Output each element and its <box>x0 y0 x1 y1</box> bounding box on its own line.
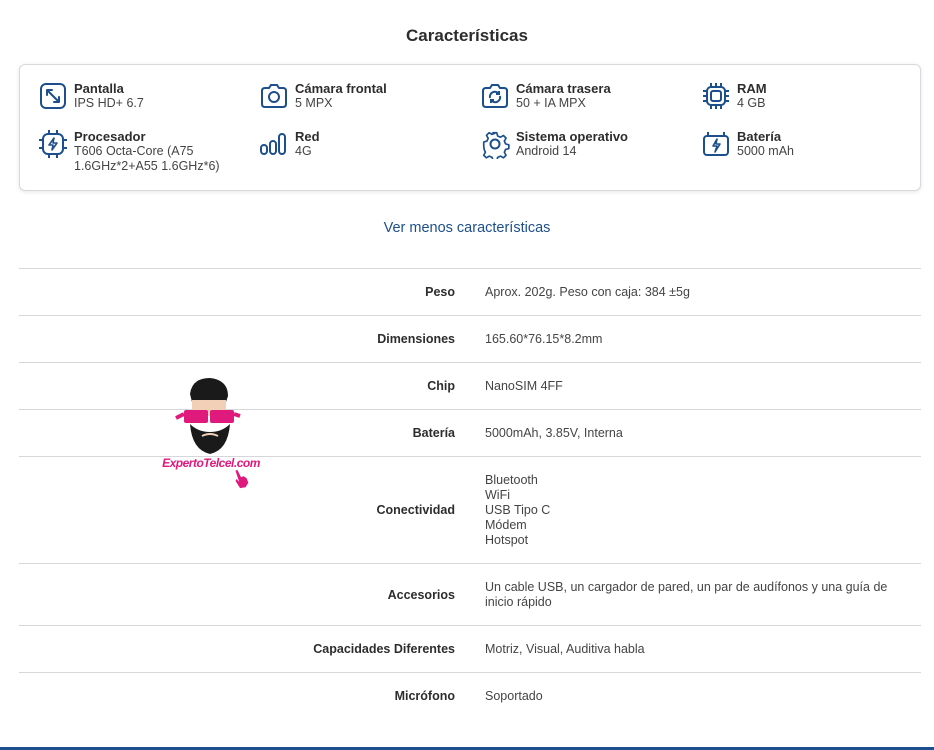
detail-key: Dimensiones <box>377 332 455 346</box>
detail-value: WiFi <box>485 487 510 502</box>
detail-value: Hotspot <box>485 532 529 547</box>
pointer-hand-icon <box>230 468 252 490</box>
detail-value: Bluetooth <box>485 472 538 487</box>
screen-expand-icon <box>38 81 68 111</box>
spec-value: Android 14 <box>516 144 577 158</box>
gear-icon <box>480 129 510 159</box>
spec-value: 5000 mAh <box>737 144 794 158</box>
see-less-link[interactable]: Ver menos características <box>383 220 551 236</box>
table-row <box>19 456 921 563</box>
battery-icon <box>701 129 731 159</box>
specs-card <box>19 64 921 191</box>
detail-key: Capacidades Diferentes <box>313 642 455 656</box>
processor-icon <box>38 129 68 159</box>
signal-bars-icon <box>259 129 289 159</box>
table-row <box>19 315 921 362</box>
detail-value: NanoSIM 4FF <box>485 378 563 393</box>
chip-icon <box>701 81 731 111</box>
table-row <box>19 409 921 456</box>
spec-value: IPS HD+ 6.7 <box>74 96 144 110</box>
detail-value: USB Tipo C <box>485 502 551 517</box>
section-title: Características <box>406 26 528 45</box>
spec-value: 4G <box>295 144 312 158</box>
detail-key: Batería <box>412 426 455 440</box>
spec-value: 5 MPX <box>295 96 333 110</box>
detail-value: 165.60*76.15*8.2mm <box>485 331 603 346</box>
spec-label: RAM <box>737 81 767 96</box>
spec-label: Batería <box>737 129 782 144</box>
detail-key: Conectividad <box>376 503 455 517</box>
detail-value: Motriz, Visual, Auditiva habla <box>485 641 645 656</box>
spec-value: 4 GB <box>737 96 766 110</box>
spec-value: T606 Octa-Core (A75 1.6GHz*2+A55 1.6GHz*6) <box>74 144 220 173</box>
detail-value: Soportado <box>485 688 543 703</box>
watermark-logo <box>162 376 260 490</box>
detail-value: Un cable USB, un cargador de pared, un par de audífonos y una guía de inicio rápido <box>485 579 888 609</box>
spec-label: Procesador <box>74 129 146 144</box>
table-row <box>19 625 921 672</box>
spec-label: Cámara trasera <box>516 81 611 96</box>
spec-label: Cámara frontal <box>295 81 387 96</box>
table-row <box>19 362 921 409</box>
detail-key: Micrófono <box>394 689 455 703</box>
detail-key: Peso <box>425 285 455 299</box>
camera-rotate-icon <box>480 81 510 111</box>
detail-value: Módem <box>485 517 527 532</box>
spec-value: 50 + IA MPX <box>516 96 586 110</box>
table-row <box>19 268 921 315</box>
detail-value: 5000mAh, 3.85V, Interna <box>485 425 623 440</box>
detail-value: Aprox. 202g. Peso con caja: 384 ±5g <box>485 284 690 299</box>
details-table <box>19 268 921 719</box>
detail-value-list <box>485 473 905 548</box>
camera-icon <box>259 81 289 111</box>
spec-label: Sistema operativo <box>516 129 628 144</box>
table-row <box>19 563 921 625</box>
watermark-text: ExpertoTelcel.com <box>162 456 260 470</box>
table-row <box>19 672 921 719</box>
detail-key: Accesorios <box>387 587 455 602</box>
spec-label: Red <box>295 129 320 144</box>
detail-key: Chip <box>427 379 455 393</box>
spec-label: Pantalla <box>74 81 124 96</box>
